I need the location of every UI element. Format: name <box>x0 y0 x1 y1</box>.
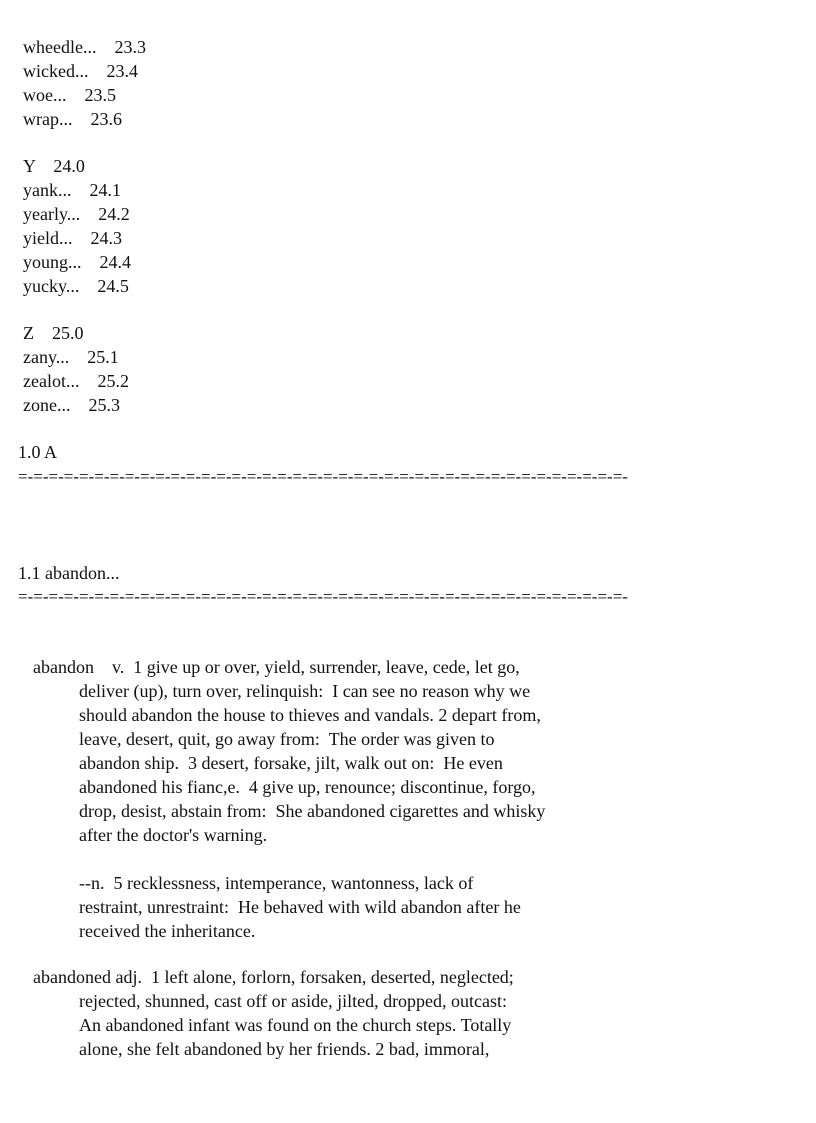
index-list-z <box>23 321 129 417</box>
entry-line: drop, desist, abstain from: She abandoned cigarettes and whisky <box>79 801 546 821</box>
dictionary-entry-abandon <box>33 655 593 943</box>
entry-line: deliver (up), turn over, relinquish: I can see no reason why we <box>79 681 531 701</box>
dictionary-entry-abandoned <box>33 965 593 1061</box>
index-item: young... 24.4 <box>23 252 131 272</box>
index-letter-heading: Y 24.0 <box>23 156 85 176</box>
index-item: wicked... 23.4 <box>23 61 138 81</box>
index-item: zone... 25.3 <box>23 395 120 415</box>
entry-line: An abandoned infant was found on the church steps. Totally <box>79 1015 512 1035</box>
section-divider: =-=-=-=-=-=-=-=-=-=-=-=-=-=-=-=-=-=-=-=-=-=-=-=-=-=-=-=-=-=-=-=-=-=-=-=-=-=-=-=- <box>18 587 628 606</box>
section-divider: =-=-=-=-=-=-=-=-=-=-=-=-=-=-=-=-=-=-=-=-=-=-=-=-=-=-=-=-=-=-=-=-=-=-=-=-=-=-=-=- <box>18 467 628 486</box>
index-item: wheedle... 23.3 <box>23 37 146 57</box>
index-item: zany... 25.1 <box>23 347 119 367</box>
index-item: yearly... 24.2 <box>23 204 130 224</box>
index-item: yank... 24.1 <box>23 180 121 200</box>
entry-line: abandon v. 1 give up or over, yield, surrender, leave, cede, let go, <box>33 657 520 677</box>
entry-line: abandon ship. 3 desert, forsake, jilt, walk out on: He even <box>79 753 503 773</box>
index-letter-heading: Z 25.0 <box>23 323 84 343</box>
index-item: wrap... 23.6 <box>23 109 122 129</box>
section-heading: 1.1 abandon... <box>18 563 120 583</box>
index-item: yucky... 24.5 <box>23 276 129 296</box>
entry-line: should abandon the house to thieves and vandals. 2 depart from, <box>79 705 541 725</box>
entry-line: --n. 5 recklessness, intemperance, wantonness, lack of <box>79 873 474 893</box>
section-heading: 1.0 A <box>18 442 58 462</box>
index-item: woe... 23.5 <box>23 85 116 105</box>
entry-line: after the doctor's warning. <box>79 825 268 845</box>
index-list-y <box>23 154 131 298</box>
index-item: yield... 24.3 <box>23 228 122 248</box>
entry-line: leave, desert, quit, go away from: The order was given to <box>79 729 495 749</box>
entry-line: alone, she felt abandoned by her friends. 2 bad, immoral, <box>79 1039 490 1059</box>
entry-line: received the inheritance. <box>79 921 256 941</box>
entry-line: abandoned his fianc,e. 4 give up, renounce; discontinue, forgo, <box>79 777 536 797</box>
entry-line: rejected, shunned, cast off or aside, jilted, dropped, outcast: <box>79 991 508 1011</box>
entry-line: restraint, unrestraint: He behaved with wild abandon after he <box>79 897 521 917</box>
index-item: zealot... 25.2 <box>23 371 129 391</box>
paragraph-gap <box>33 847 593 871</box>
index-list-w <box>23 35 146 131</box>
entry-line: abandoned adj. 1 left alone, forlorn, forsaken, deserted, neglected; <box>33 967 514 987</box>
